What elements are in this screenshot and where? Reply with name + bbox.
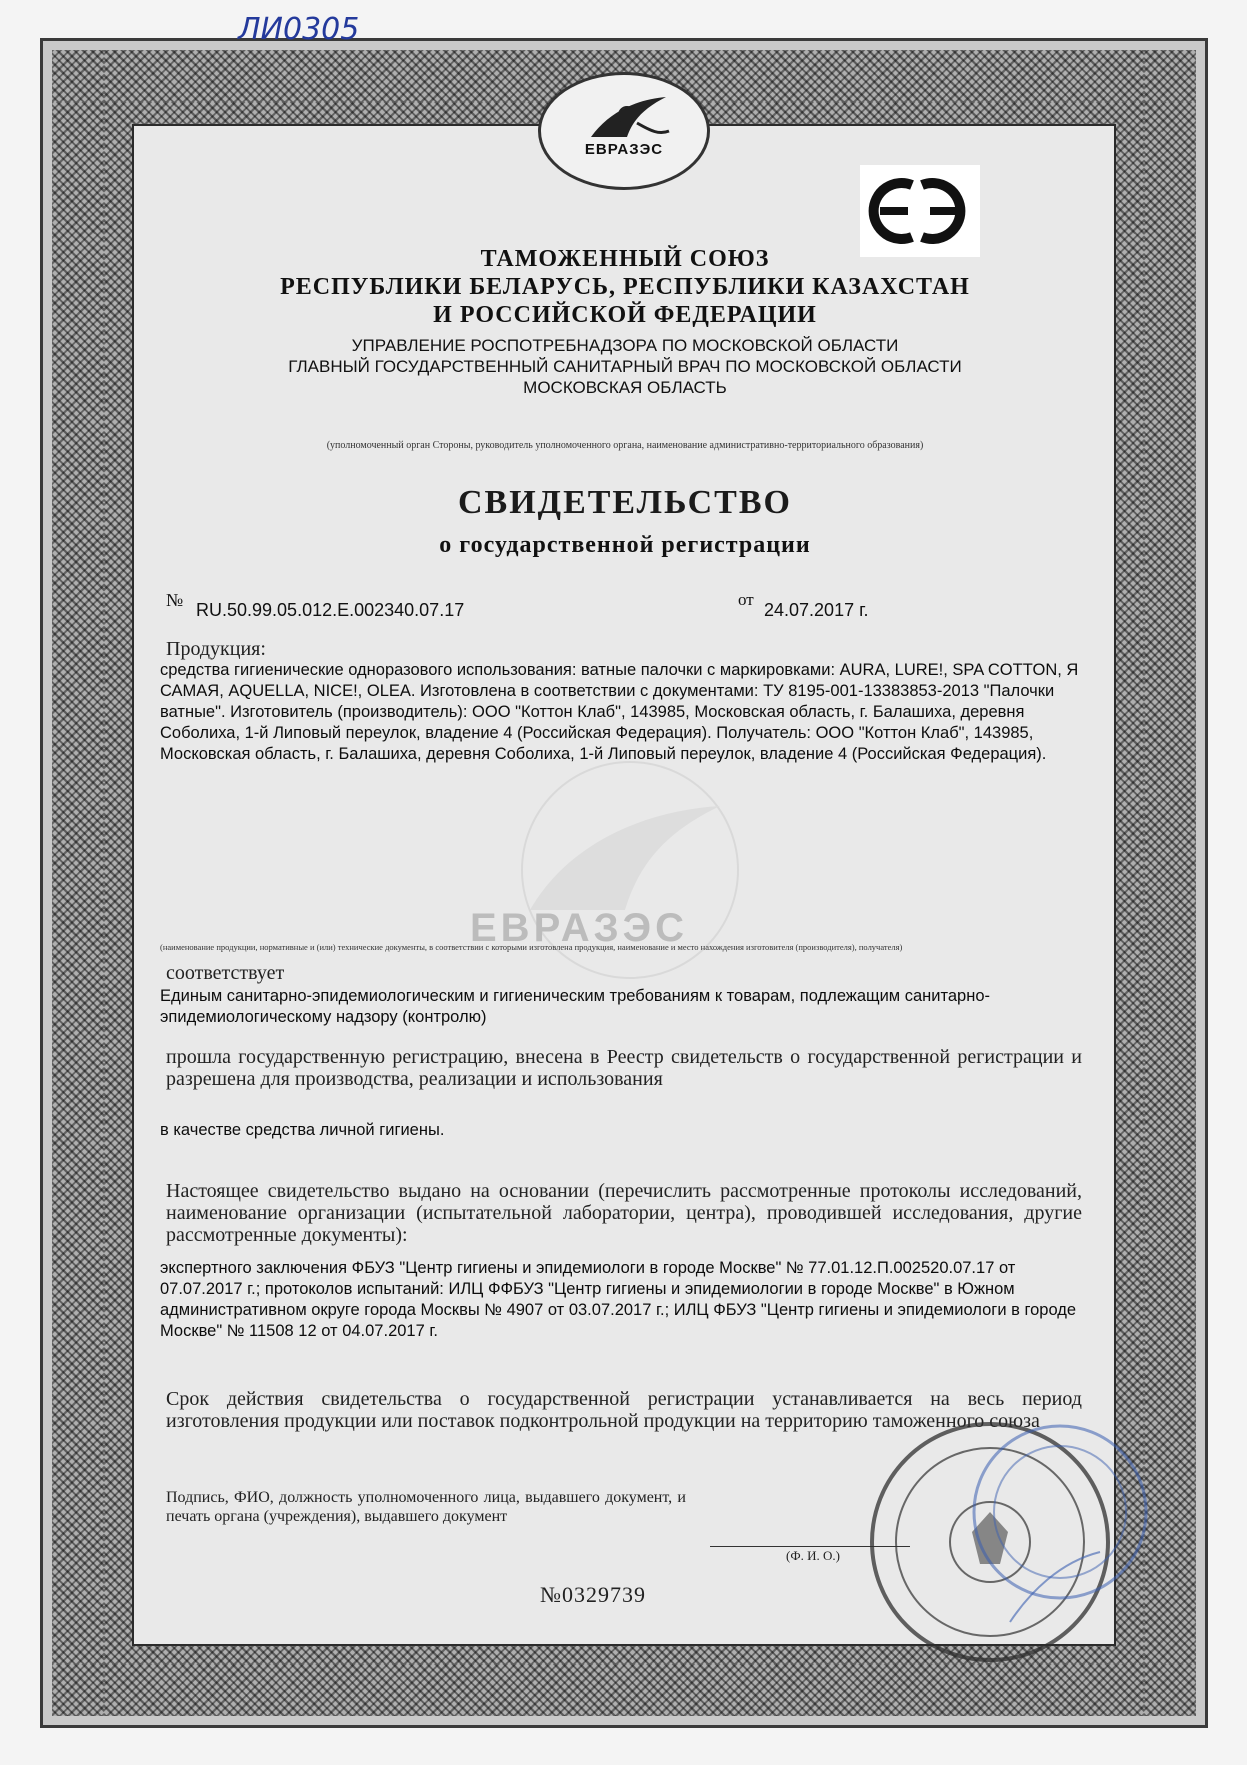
product-caption: (наименование продукции, нормативные и (или) технические документы, в соответствии с которыми изготовлена продукция, наименование и место нахождения изготовителя (производителя), получателя) <box>160 942 903 952</box>
handwritten-note: ЛИ0305 <box>238 12 360 47</box>
conforms-label: соответствует <box>166 962 285 984</box>
basis-paragraph: Настоящее свидетельство выдано на основании (перечислить рассмотренные протоколы исследований, наименование организации (испытательной лаборатории, центра), проводившей исследования, другие рассмотренные документы): <box>166 1180 1082 1246</box>
fio-caption: (Ф. И. О.) <box>786 1548 840 1563</box>
eurasec-emblem <box>538 72 710 190</box>
official-seal-icon <box>860 1392 1150 1682</box>
registration-date: 24.07.2017 г. <box>764 600 869 620</box>
blank-number: №0329739 <box>540 1582 646 1607</box>
union-title-line2: РЕСПУБЛИКИ БЕЛАРУСЬ, РЕСПУБЛИКИ КАЗАХСТАН <box>280 274 970 300</box>
se-conformity-mark-icon <box>860 165 980 257</box>
union-title-line1: ТАМОЖЕННЫЙ СОЮЗ <box>480 246 770 272</box>
emblem-label: ЕВРАЗЭС <box>584 141 664 158</box>
authority-line2: ГЛАВНЫЙ ГОСУДАРСТВЕННЫЙ САНИТАРНЫЙ ВРАЧ ПО МОСКОВСКОЙ ОБЛАСТИ <box>288 357 962 376</box>
usage-text: в качестве средства личной гигиены. <box>160 1121 445 1139</box>
registration-number: RU.50.99.05.012.E.002340.07.17 <box>196 600 465 620</box>
product-label: Продукция: <box>166 638 266 660</box>
document-subtitle: о государственной регистрации <box>439 532 811 558</box>
number-sign: № <box>166 590 184 610</box>
registration-statement: прошла государственную регистрацию, внесена в Реестр свидетельств о государственной регистрации и разрешена для производства, реализации и использования <box>166 1046 1082 1090</box>
union-title-line3: И РОССИЙСКОЙ ФЕДЕРАЦИИ <box>433 302 817 328</box>
document-title: СВИДЕТЕЛЬСТВО <box>458 484 792 521</box>
date-prefix: от <box>738 590 754 609</box>
requirements-text: Единым санитарно-эпидемиологическим и гигиеническим требованиям к товарам, подлежащим санитарно-эпидемиологическому надзору (контролю) <box>160 987 991 1026</box>
authority-line1: УПРАВЛЕНИЕ РОСПОТРЕБНАДЗОРА ПО МОСКОВСКОЙ ОБЛАСТИ <box>351 336 899 355</box>
authority-caption: (уполномоченный орган Стороны, руководитель уполномоченного органа, наименование административно-территориального образования) <box>326 440 924 451</box>
basis-text: экспертного заключения ФБУЗ "Центр гигиены и эпидемиологи в городе Москве" № 77.01.12.П.002520.07.17 от 07.07.2017 г.; протоколов испытаний: ИЛЦ ФФБУЗ "Центр гигиены и эпидемиологии в городе Москве" в Южном административном округе города Москвы № 4907 от 03.07.2017 г.; ИЛЦ ФБУЗ "Центр гигиены и эпидемиологи в городе Москве" № 11508 12 от 04.07.2017 г. <box>160 1259 1077 1340</box>
authority-line3: МОСКОВСКАЯ ОБЛАСТЬ <box>523 378 727 397</box>
eurasec-bird-icon <box>541 79 707 149</box>
validity-statement: Срок действия свидетельства о государственной регистрации устанавливается на весь период изготовления продукции или поставок подконтрольной продукции на территорию таможенного союза <box>166 1388 1082 1432</box>
signature-caption: Подпись, ФИО, должность уполномоченного лица, выдавшего документ, и печать органа (учреждения), выдавшего документ <box>166 1489 686 1525</box>
watermark-label: ЕВРАЗЭС <box>470 906 689 950</box>
product-description: средства гигиенические одноразового использования: ватные палочки с маркировками: AURA, LURE!, SPA COTTON, Я САМАЯ, AQUELLA, NICE!, OLEA. Изготовлена в соответствии с документами: ТУ 8195-001-13383853-2013 "Палочки ватные". Изготовитель (производитель): ООО "Коттон Клаб", 143985, Московская область, г. Балашиха, деревня Соболиха, 1-й Липовый переулок, владение 4 (Российская Федерация). Получатель: ООО "Коттон Клаб", 143985, Московская область, г. Балашиха, деревня Соболиха, 1-й Липовый переулок, владение 4 (Российская Федерация). <box>160 661 1079 763</box>
